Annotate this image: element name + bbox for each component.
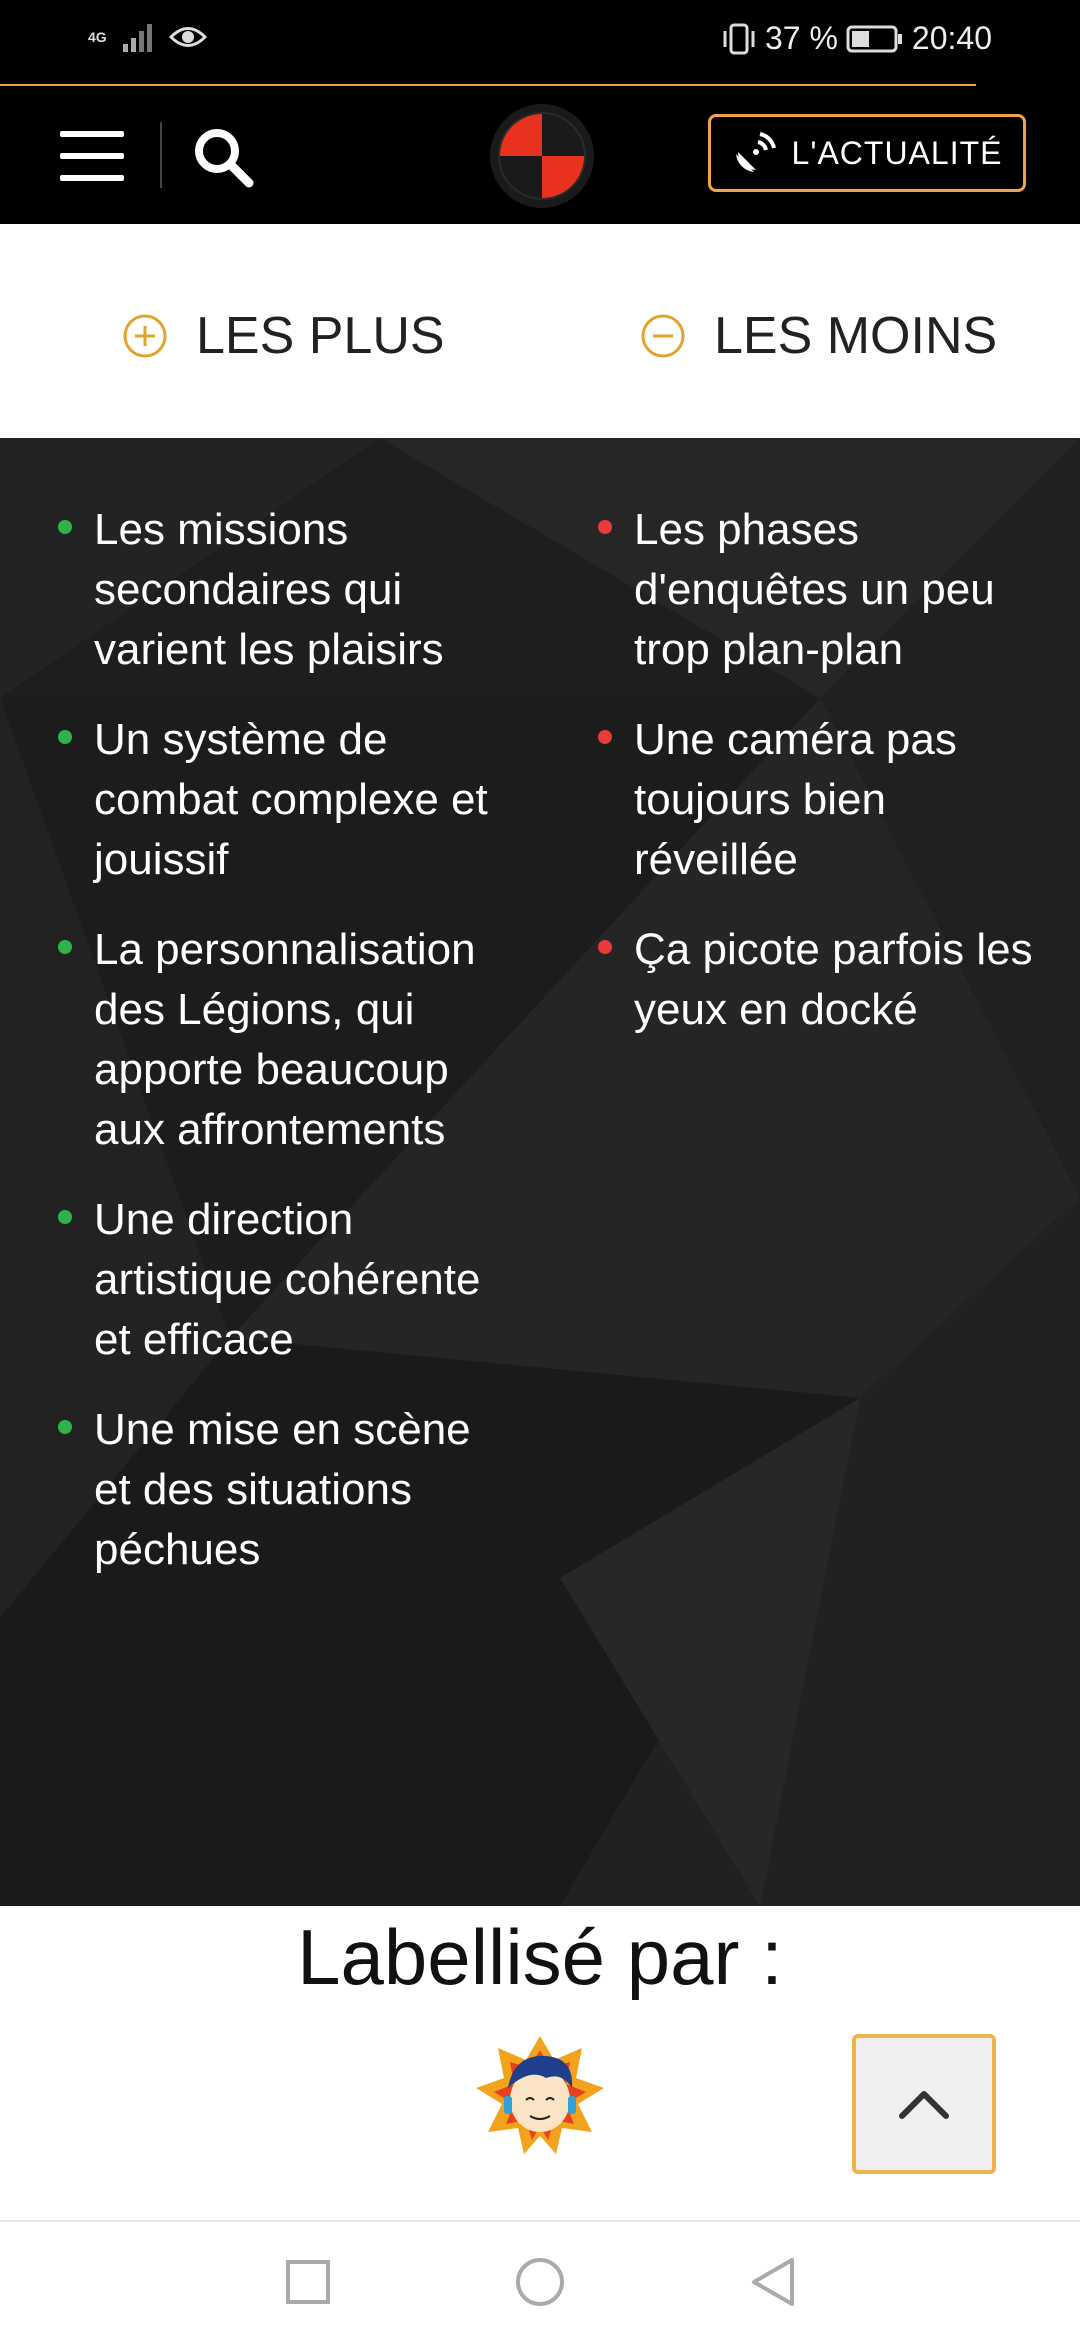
minus-title: LES MOINS	[714, 307, 998, 365]
menu-button[interactable]	[56, 124, 128, 188]
back-button[interactable]	[742, 2252, 802, 2312]
plus-item	[58, 710, 498, 890]
plus-item-text: Une mise en scène et des situations péchues	[94, 1405, 471, 1574]
minus-item	[598, 710, 1038, 890]
minus-circle-icon	[640, 313, 686, 359]
red-bullet-icon	[598, 520, 612, 534]
status-left	[88, 22, 207, 52]
red-bullet-icon	[598, 940, 612, 954]
battery-icon	[846, 24, 904, 54]
green-bullet-icon	[58, 1210, 72, 1224]
status-right	[721, 20, 992, 57]
plus-item	[58, 500, 498, 680]
pros-cons-panel	[0, 438, 1080, 1906]
minus-item	[598, 920, 1038, 1040]
green-bullet-icon	[58, 520, 72, 534]
minus-heading	[640, 306, 997, 366]
minus-item	[598, 500, 1038, 680]
plus-list	[58, 500, 498, 1610]
site-logo[interactable]	[490, 104, 594, 208]
plus-item	[58, 920, 498, 1160]
status-bar	[0, 0, 1080, 86]
minus-item-text: Une caméra pas toujours bien réveillée	[634, 715, 957, 884]
recents-button[interactable]	[278, 2252, 338, 2312]
label-title: Labellisé par :	[297, 1913, 783, 2001]
minus-item-text: Les phases d'enquêtes un peu trop plan-plan	[634, 505, 995, 674]
news-button[interactable]	[708, 114, 1026, 192]
mascot-badge-icon	[470, 2030, 610, 2160]
vibrate-icon	[721, 22, 757, 56]
minus-list	[598, 500, 1038, 1070]
plus-item-text: Un système de combat complexe et jouissif	[94, 715, 488, 884]
plus-item-text: La personnalisation des Légions, qui apporte beaucoup aux affrontements	[94, 925, 476, 1154]
satellite-dish-icon	[732, 130, 778, 176]
plus-circle-icon	[122, 313, 168, 359]
news-button-label: L'ACTUALITÉ	[791, 134, 1003, 171]
site-header	[0, 86, 1080, 224]
minus-item-text: Ça picote parfois les yeux en docké	[634, 925, 1033, 1034]
battery-percent: 37 %	[764, 20, 838, 56]
square-icon	[285, 2259, 331, 2305]
plus-title: LES PLUS	[196, 307, 445, 365]
green-bullet-icon	[58, 1420, 72, 1434]
circle-icon	[514, 2256, 566, 2308]
chevron-up-icon	[898, 2088, 950, 2120]
plus-item-text: Une direction artistique cohérente et efficace	[94, 1195, 481, 1364]
home-button[interactable]	[510, 2252, 570, 2312]
network-type: 4G	[88, 29, 107, 45]
hamburger-icon	[60, 129, 124, 183]
search-icon	[192, 126, 254, 188]
search-button[interactable]	[188, 122, 258, 192]
green-bullet-icon	[58, 940, 72, 954]
signal-icon	[121, 22, 155, 52]
pros-cons-heading	[0, 224, 1080, 438]
red-bullet-icon	[598, 730, 612, 744]
plus-heading	[122, 306, 445, 366]
plus-item	[58, 1190, 498, 1370]
header-divider	[160, 122, 162, 188]
back-to-top-button[interactable]	[852, 2034, 996, 2174]
eye-icon	[169, 24, 207, 50]
plus-item	[58, 1400, 498, 1580]
logo-icon	[497, 111, 587, 201]
system-nav-bar	[0, 2220, 1080, 2340]
label-badge[interactable]	[470, 2030, 610, 2160]
plus-item-text: Les missions secondaires qui varient les plaisirs	[94, 505, 444, 674]
clock: 20:40	[911, 20, 992, 56]
triangle-back-icon	[748, 2256, 796, 2308]
green-bullet-icon	[58, 730, 72, 744]
